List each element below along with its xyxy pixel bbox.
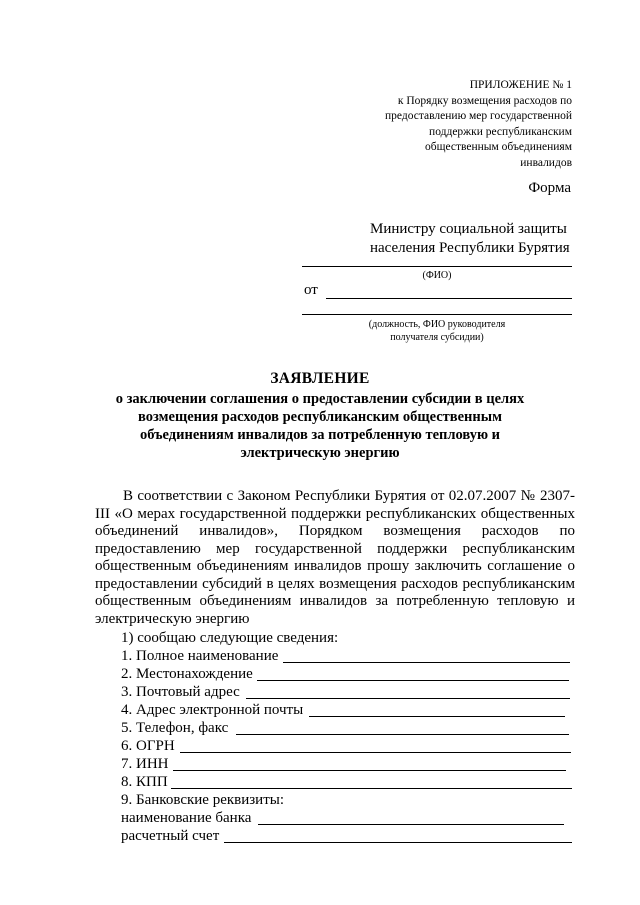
document-title: ЗАЯВЛЕНИЕ xyxy=(270,370,370,387)
field-label-ogrn: 6. ОГРН xyxy=(121,738,175,754)
field-label-phone-fax: 5. Телефон, факс xyxy=(121,720,229,736)
field-label-bank-name: наименование банка xyxy=(121,810,252,826)
subtitle-line: возмещения расходов республиканским общественным xyxy=(138,409,502,425)
appendix-title: ПРИЛОЖЕНИЕ № 1 xyxy=(469,79,572,91)
body-paragraph xyxy=(95,488,575,628)
position-line[interactable] xyxy=(302,314,572,315)
position-caption-2: получателя субсидии) xyxy=(390,332,484,343)
fields-intro: 1) сообщаю следующие сведения: xyxy=(121,630,339,646)
field-input-location[interactable] xyxy=(257,680,569,681)
field-input-ogrn[interactable] xyxy=(180,752,571,753)
field-input-postal-address[interactable] xyxy=(246,698,570,699)
addressee-line-1: Министру социальной защиты xyxy=(370,221,567,237)
form-label: Форма xyxy=(528,180,571,196)
field-label-full-name: 1. Полное наименование xyxy=(121,648,279,664)
appendix-line: общественным объединениям xyxy=(425,141,572,153)
field-input-email[interactable] xyxy=(309,716,565,717)
field-label-email: 4. Адрес электронной почты xyxy=(121,702,304,718)
field-input-inn[interactable] xyxy=(173,770,566,771)
field-label-bank-details: 9. Банковские реквизиты: xyxy=(121,792,285,808)
appendix-block xyxy=(312,78,572,171)
field-label-account: расчетный счет xyxy=(121,828,220,844)
field-label-inn: 7. ИНН xyxy=(121,756,169,772)
from-line[interactable] xyxy=(326,298,572,299)
document-subtitle xyxy=(80,390,560,462)
field-input-kpp[interactable] xyxy=(171,788,572,789)
field-input-account[interactable] xyxy=(224,842,572,843)
subtitle-line: объединениям инвалидов за потребленную тепловую и xyxy=(139,427,501,443)
addressee xyxy=(370,220,585,258)
appendix-line: инвалидов xyxy=(520,156,572,169)
position-caption-1: (должность, ФИО руководителя xyxy=(368,319,506,330)
field-input-bank-name[interactable] xyxy=(258,824,564,825)
appendix-line: к Порядку возмещения расходов по xyxy=(397,94,572,107)
subtitle-line: электрическую энергию xyxy=(240,445,400,461)
field-label-location: 2. Местонахождение xyxy=(121,666,253,682)
appendix-line: поддержки республиканским xyxy=(429,125,572,138)
from-label: от xyxy=(304,282,318,298)
field-label-postal-address: 3. Почтовый адрес xyxy=(121,684,240,700)
field-input-full-name[interactable] xyxy=(283,662,570,663)
fio-line[interactable] xyxy=(302,266,572,267)
appendix-line: предоставлению мер государственной xyxy=(385,110,572,122)
subtitle-line: о заключении соглашения о предоставлении субсидии в целях xyxy=(115,391,525,407)
addressee-line-2: населения Республики Бурятия xyxy=(370,240,570,256)
position-caption xyxy=(302,318,572,344)
field-input-phone-fax[interactable] xyxy=(236,734,569,735)
fio-caption: (ФИО) xyxy=(422,270,452,281)
field-label-kpp: 8. КПП xyxy=(121,774,168,790)
body-text: В соответствии с Законом Республики Бурятия от 02.07.2007 № 2307-III «О мерах государственной поддержки республиканских общественных объединений инвалидов», Порядком возмещения расходов по предоставлению мер государственной поддержки республиканским общественным объединениям инвалидов прошу заключить соглашение о предоставлении субсидий в целях возмещения расходов республиканским общественным объединениям инвалидов за потребленную тепловую и электрическую энергию xyxy=(95,488,575,627)
